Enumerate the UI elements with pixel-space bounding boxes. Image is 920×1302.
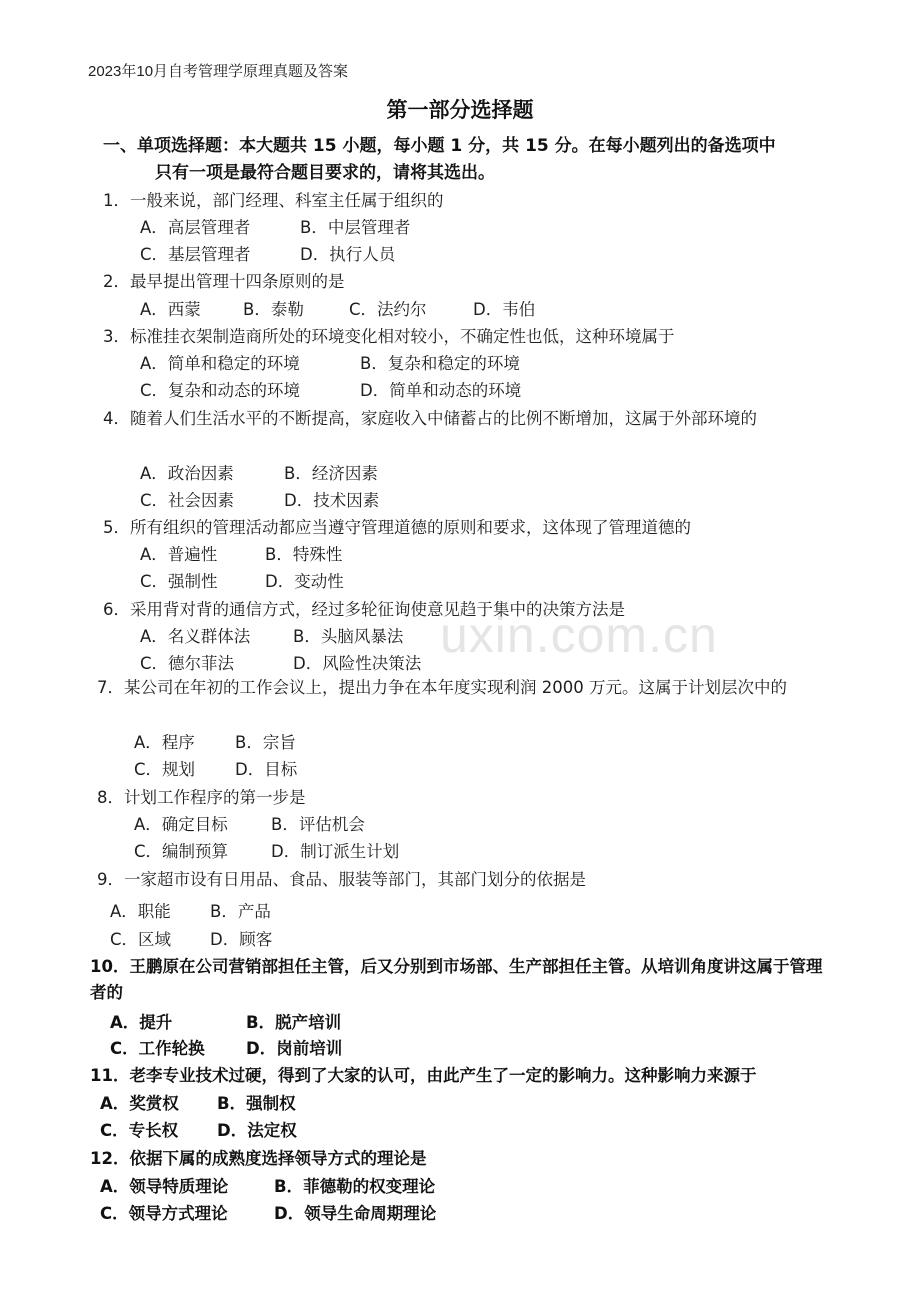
question-11-options-row2 xyxy=(100,1118,297,1144)
question-12-stem: 12．依据下属的成熟度选择领导方式的理论是 xyxy=(90,1149,427,1168)
option-c: C．专长权 xyxy=(100,1121,179,1140)
option-a: A．名义群体法 xyxy=(140,627,251,646)
question-5-options-row2 xyxy=(140,569,344,595)
question-1-options-row1 xyxy=(140,215,410,241)
option-d: D．岗前培训 xyxy=(246,1039,343,1058)
option-b: B．头脑风暴法 xyxy=(293,627,404,646)
option-b: B．复杂和稳定的环境 xyxy=(360,354,520,373)
option-c: C．基层管理者 xyxy=(140,245,251,264)
option-d: D．简单和动态的环境 xyxy=(360,381,522,400)
option-a: A．确定目标 xyxy=(134,815,228,834)
option-a: A．奖赏权 xyxy=(100,1094,179,1113)
option-b: B．经济因素 xyxy=(284,464,378,483)
option-d: D．风险性决策法 xyxy=(293,654,422,673)
option-c: C．复杂和动态的环境 xyxy=(140,381,301,400)
option-b: B．宗旨 xyxy=(235,733,296,752)
question-3-options-row1 xyxy=(140,351,520,377)
question-4-stem: 4．随着人们生活水平的不断提高，家庭收入中储蓄占的比例不断增加，这属于外部环境的 xyxy=(103,409,757,428)
option-a: A．程序 xyxy=(134,733,195,752)
option-c: C．德尔菲法 xyxy=(140,654,235,673)
option-a: A．普遍性 xyxy=(140,545,218,564)
watermark: uxin.com.cn xyxy=(440,607,718,663)
option-a: A．领导特质理论 xyxy=(100,1177,229,1196)
option-b: B．产品 xyxy=(210,902,271,921)
option-a: A．政治因素 xyxy=(140,464,234,483)
option-a: A．简单和稳定的环境 xyxy=(140,354,300,373)
question-5-stem: 5．所有组织的管理活动都应当遵守管理道德的原则和要求，这体现了管理道德的 xyxy=(103,518,691,537)
option-d: D．变动性 xyxy=(265,572,344,591)
question-9-options-row1 xyxy=(110,899,271,925)
question-4-options-row2 xyxy=(140,488,379,514)
option-d: D．制订派生计划 xyxy=(271,842,400,861)
option-d: D．目标 xyxy=(235,760,298,779)
option-b: B．中层管理者 xyxy=(300,218,411,237)
option-b: B．菲德勒的权变理论 xyxy=(274,1177,436,1196)
question-2-stem: 2．最早提出管理十四条原则的是 xyxy=(103,272,345,291)
question-8-options-row2 xyxy=(134,839,399,865)
option-b: B．评估机会 xyxy=(271,815,365,834)
question-8-stem: 8．计划工作程序的第一步是 xyxy=(97,788,306,807)
option-d: D．韦伯 xyxy=(473,300,536,319)
question-12-options-row2 xyxy=(100,1201,436,1227)
option-a: A．西蒙 xyxy=(140,300,201,319)
document-header: 2023年10月自考管理学原理真题及答案 xyxy=(88,63,349,80)
question-11-options-row1 xyxy=(100,1091,296,1117)
option-c: C．规划 xyxy=(134,760,196,779)
question-1-stem: 1．一般来说，部门经理、科室主任属于组织的 xyxy=(103,191,444,210)
question-5-options-row1 xyxy=(140,542,342,568)
question-7-stem: 7．某公司在年初的工作会议上，提出力争在本年度实现利润 2000 万元。这属于计划层次中的 xyxy=(97,678,787,697)
option-c: C．强制性 xyxy=(140,572,218,591)
option-c: C．法约尔 xyxy=(349,300,427,319)
option-a: A．职能 xyxy=(110,902,171,921)
question-2-options-row1 xyxy=(140,297,535,323)
option-c: C．社会因素 xyxy=(140,491,235,510)
option-d: D．领导生命周期理论 xyxy=(274,1204,437,1223)
question-9-options-row2 xyxy=(110,927,272,953)
question-3-options-row2 xyxy=(140,378,521,404)
option-b: B．脱产培训 xyxy=(246,1013,342,1032)
question-8-options-row1 xyxy=(134,812,365,838)
question-1-options-row2 xyxy=(140,242,395,268)
question-6-options-row1 xyxy=(140,624,403,650)
option-c: C．区域 xyxy=(110,930,172,949)
question-10-stem: 10．王鹏原在公司营销部担任主管，后又分别到市场部、生产部担任主管。从培训角度讲这属于管理者的 xyxy=(90,957,823,1002)
question-11-stem: 11．老李专业技术过硬，得到了大家的认可，由此产生了一定的影响力。这种影响力来源于 xyxy=(90,1066,757,1085)
option-b: B．特殊性 xyxy=(265,545,343,564)
option-b: B．强制权 xyxy=(217,1094,296,1113)
question-4-options-row1 xyxy=(140,461,378,487)
option-a: A．提升 xyxy=(110,1013,173,1032)
option-d: D．技术因素 xyxy=(284,491,380,510)
option-d: D．顾客 xyxy=(210,930,273,949)
option-c: C．编制预算 xyxy=(134,842,229,861)
section-heading-line1: 一、单项选择题：本大题共 15 小题，每小题 1 分，共 15 分。在每小题列出的备选项中 xyxy=(103,136,776,156)
question-10-options-row2 xyxy=(110,1036,342,1062)
question-6-stem: 6．采用背对背的通信方式，经过多轮征询使意见趋于集中的决策方法是 xyxy=(103,600,625,619)
option-d: D．法定权 xyxy=(217,1121,297,1140)
part-title: 第一部分选择题 xyxy=(386,97,534,122)
option-d: D．执行人员 xyxy=(300,245,396,264)
option-b: B．泰勒 xyxy=(243,300,304,319)
section-heading xyxy=(103,133,843,187)
question-3-stem: 3．标准挂衣架制造商所处的环境变化相对较小，不确定性也低，这种环境属于 xyxy=(103,327,675,346)
option-c: C．工作轮换 xyxy=(110,1039,205,1058)
question-6-options-row2 xyxy=(140,651,421,677)
section-heading-line2: 只有一项是最符合题目要求的，请将其选出。 xyxy=(155,163,495,183)
question-7-options-row1 xyxy=(134,730,296,756)
option-c: C．领导方式理论 xyxy=(100,1204,228,1223)
question-9-stem: 9．一家超市设有日用品、食品、服装等部门，其部门划分的依据是 xyxy=(97,870,586,889)
question-10-options-row1 xyxy=(110,1010,341,1036)
question-12-options-row1 xyxy=(100,1174,435,1200)
option-a: A．高层管理者 xyxy=(140,218,251,237)
question-7-options-row2 xyxy=(134,757,297,783)
